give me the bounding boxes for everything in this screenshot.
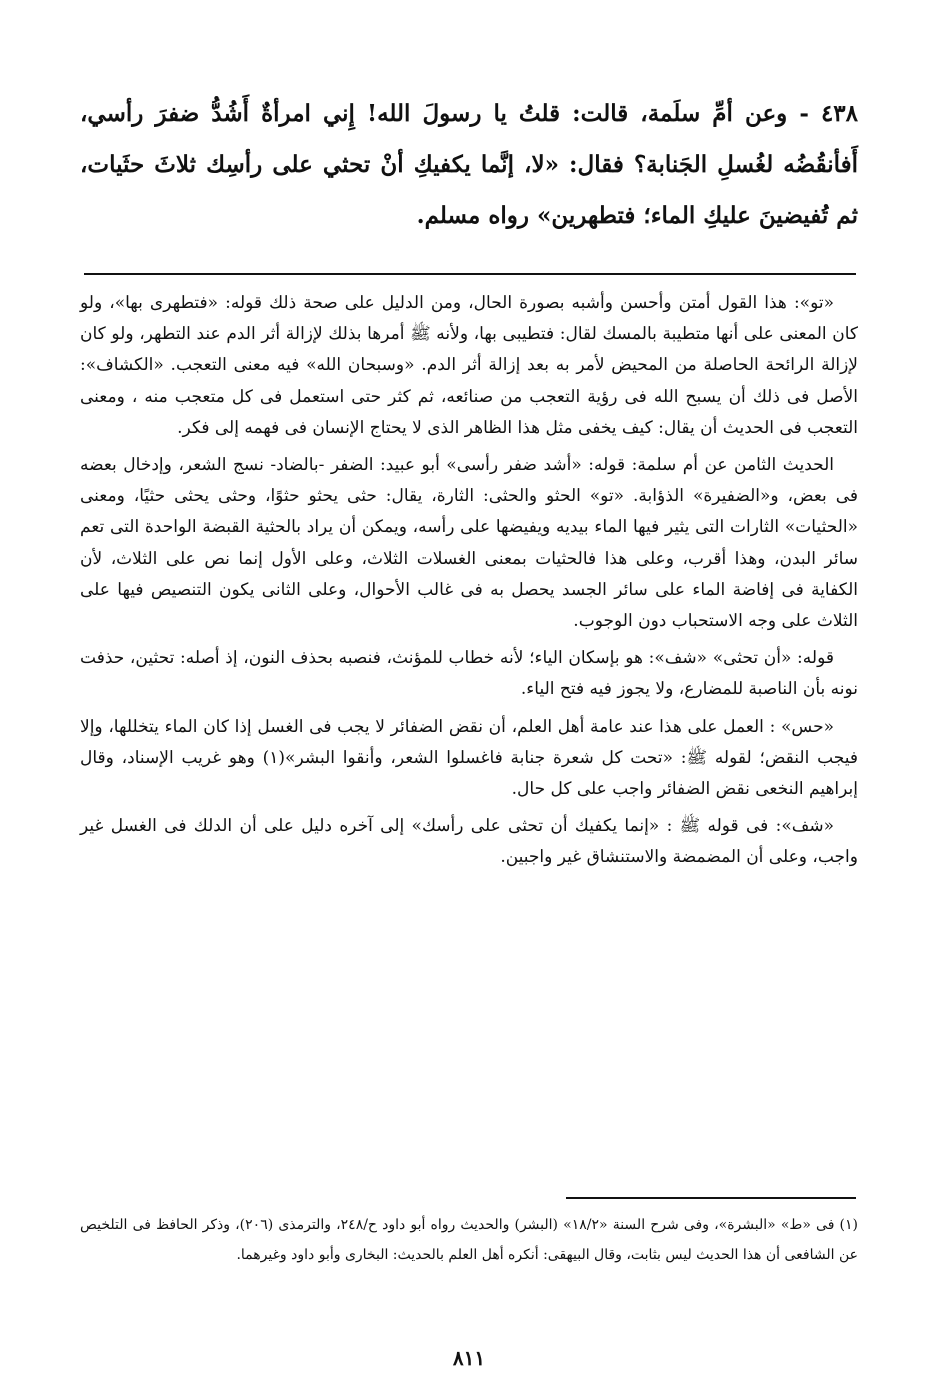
commentary-paragraph: «شف»: فى قوله ﷺ : «إنما يكفيك أن تحثى على رأسك» إلى آخره دليل على أن الدلك فى الغسل غير واجب، وعلى أن المضمضة والاستنشاق غير واجبين. xyxy=(80,816,858,868)
commentary-paragraph: «حس» : العمل على هذا عند عامة أهل العلم، أن نقض الضفائر لا يجب فى الغسل إذا كان الماء يتخللها، وإلا فيجب النقض؛ لقوله ﷺ: «تحت كل شعرة جنابة فاغسلوا الشعر، وأنقوا البشر»(١) وهو غريب الإسناد، وقال إبراهيم النخعى نقض الضفائر واجب على كل حال. xyxy=(80,716,858,800)
commentary-paragraph: «تو»: هذا القول أمتن وأحسن وأشبه بصورة الحال، ومن الدليل على صحة ذلك قوله: «فتطهرى بها»، ولو كان المعنى على أنها متطيبة بالمسك لقال: فتطيبى بها، ولأنه ﷺ أمرها بذلك لإزالة أثر الدم عند التطهر، ولو كان لإزالة الرائحة الحاصلة من المحيض لأمر به بعد إزالة أثر الدم. «وسبحان الله» فيه معنى التعجب. «الكشاف»: الأصل فى ذلك أن يسبح الله فى رؤية التعجب من صنائعه، ثم كثر حتى استعمل فى كل متعجب منه ، ومعنى التعجب فى الحديث أن يقال: كيف يخفى مثل هذا الظاهر الذى لا يحتاج الإنسان فى فهمه إلى فكر. xyxy=(80,293,858,438)
hadith-text: ٤٣٨ - وعن أمِّ سلَمة، قالت: قلتُ يا رسولَ الله! إِني امرأةٌ أَشُدُّ ضفرَ رأسي، أَفأنقُضُه لغُسلِ الجَنابة؟ فقال: «لا، إنَّما يكفيكِ أنْ تحثي على رأسِك ثلاثَ حثَيات، ثم تُفيضينَ عليكِ الماء؛ فتطهرين» رواه مسلم. xyxy=(80,100,858,229)
commentary-paragraph: قوله: «أن تحثى» «شف»: هو بإسكان الياء؛ لأنه خطاب للمؤنث، فنصبه بحذف النون، إذ أصله: تحثين، حذفت نونه بأن الناصبة للمضارع، ولا يجوز فيه فتح الياء. xyxy=(80,648,858,700)
footnote-text: (١) فى «ط» «البشرة»، وفى شرح السنة «١٨/٢» (البشر) والحديث رواه أبو داود ح/٢٤٨، والترمذى (٢٠٦)، وذكر الحافظ فى التلخيص عن الشافعى أن هذا الحديث ليس بثابت، وقال البيهقى: أنكره أهل العلم بالحديث: البخارى وأبو داود وغيرهما. xyxy=(80,1217,858,1263)
footnote-divider xyxy=(566,1197,856,1199)
section-divider xyxy=(84,273,856,275)
page-number: ٨١١ xyxy=(452,1346,486,1370)
commentary-section xyxy=(80,288,858,880)
commentary-paragraph: الحديث الثامن عن أم سلمة: قوله: «أشد ضفر رأسى» أبو عبيد: الضفر -بالضاد- نسج الشعر، وإدخال بعضه فى بعض، و«الضفيرة» الذؤابة. «تو» الحثو والحثى: الثارة، يقال: حثى يحثو حثوًا، وحثى يحثى حثيًا، ومعنى «الحثيات» الثارات التى يثير فيها الماء بيديه ويفيضها على رأسه، ويمكن أن يراد بالحثية القبضة الواحدة التى تعم سائر البدن، وهذا أقرب، وعلى هذا فالحثيات بمعنى الغسلات الثلاث، وعلى الأول إنما نص على الثلاث، لأن الكفاية فى إفاضة الماء على سائر الجسد يحصل به فى غالب الأحوال، وعلى الثانى يكون التنصيص فيها على الثلاث على وجه الاستحباب دون الوجوب. xyxy=(80,455,858,632)
